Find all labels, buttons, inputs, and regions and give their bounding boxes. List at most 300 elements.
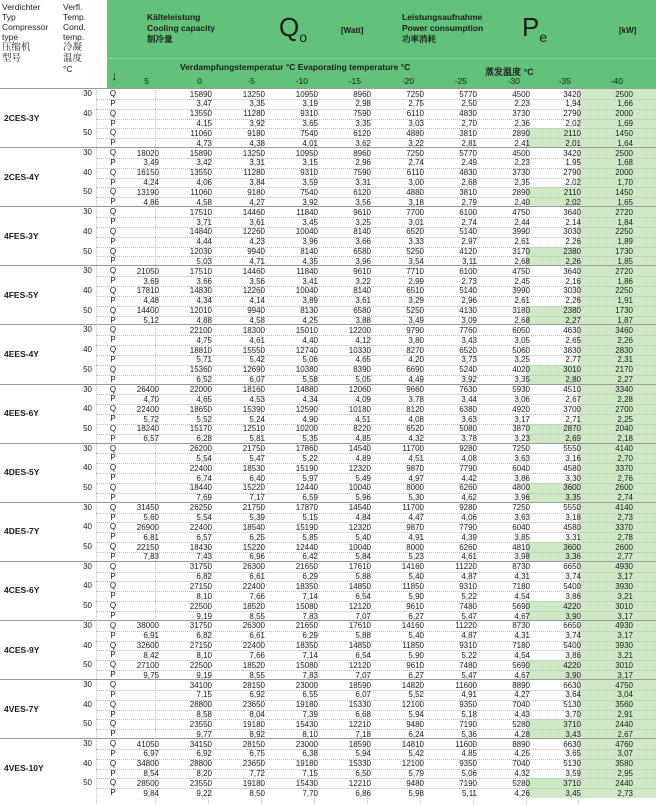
value-cell: 8960 — [353, 89, 371, 99]
value-cell: 10330 — [348, 345, 371, 355]
value-cell: 7180 — [512, 581, 530, 591]
value-cell: 15080 — [295, 660, 318, 670]
value-cell: 6,25 — [249, 532, 265, 542]
value-cell: 6,57 — [143, 434, 159, 444]
qp-indicator: Q — [109, 226, 117, 236]
cond-temp: 40 — [83, 699, 92, 709]
value-cell: 8730 — [512, 621, 530, 631]
qp-indicator: P — [110, 551, 116, 561]
value-cell: 3,17 — [617, 572, 633, 582]
cond-temp: 40 — [83, 108, 92, 118]
value-cell: 1450 — [615, 187, 633, 197]
value-cell: 18590 — [348, 739, 371, 749]
value-cell: 18530 — [242, 463, 265, 473]
value-cell: 2790 — [563, 109, 581, 119]
value-cell: 3,35 — [514, 375, 530, 385]
cond-temp: 30 — [83, 739, 92, 749]
cond-temp: 30 — [83, 620, 92, 630]
value-cell: 4,44 — [196, 237, 212, 247]
qp-indicator: Q — [109, 719, 117, 729]
qp-indicator: P — [110, 276, 116, 286]
value-cell: 8120 — [406, 404, 424, 414]
value-cell: 6,68 — [355, 710, 371, 720]
value-cell: 3,86 — [514, 473, 530, 483]
cond-temp: 50 — [83, 601, 92, 611]
qp-indicator: Q — [109, 404, 117, 414]
value-cell: 11840 — [296, 207, 318, 217]
value-cell: 5,03 — [196, 256, 212, 266]
value-cell: 5,90 — [408, 650, 424, 660]
value-cell: 5,54 — [196, 513, 212, 523]
value-cell: 4120 — [459, 247, 477, 257]
value-cell: 6,29 — [302, 631, 318, 641]
table-row — [0, 572, 656, 582]
value-cell: 2,78 — [617, 532, 633, 542]
value-cell: 4,24 — [143, 178, 159, 188]
cond-temp: 40 — [83, 522, 92, 532]
value-cell: 4580 — [563, 522, 581, 532]
value-cell: 9280 — [459, 503, 477, 513]
table-row — [0, 424, 656, 434]
value-cell: 14830 — [189, 286, 212, 296]
qp-indicator: Q — [109, 502, 117, 512]
qp-indicator: Q — [109, 561, 117, 571]
table-row — [0, 562, 656, 572]
qp-indicator: P — [110, 157, 116, 167]
value-cell: 14850 — [348, 581, 371, 591]
table-row — [0, 700, 656, 710]
value-cell: 3,96 — [302, 237, 318, 247]
value-cell: 2,76 — [617, 473, 633, 483]
qp-indicator: P — [110, 354, 116, 364]
table-row — [0, 749, 656, 759]
table-row — [0, 513, 656, 523]
qp-indicator: P — [110, 768, 116, 778]
value-cell: 22500 — [189, 660, 212, 670]
table-row — [0, 759, 656, 769]
value-cell: 1,86 — [617, 276, 633, 286]
value-cell: 4810 — [512, 542, 530, 552]
value-cell: 21650 — [295, 562, 318, 572]
value-cell: 13550 — [189, 168, 212, 178]
value-cell: 19180 — [242, 778, 265, 788]
value-cell: 3,98 — [514, 552, 530, 562]
value-cell: 12060 — [348, 385, 371, 394]
table-row — [0, 227, 656, 237]
value-cell: 38000 — [136, 621, 159, 631]
value-cell: 12260 — [242, 227, 265, 237]
value-cell: 3,17 — [617, 611, 633, 621]
qp-indicator: P — [110, 709, 116, 719]
value-cell: 15430 — [295, 719, 318, 729]
value-cell: 4,32 — [408, 434, 424, 444]
table-row — [0, 601, 656, 611]
value-cell: 2,71 — [565, 414, 581, 424]
value-cell: 3710 — [563, 778, 581, 788]
cond-temp-unit: °C — [63, 64, 73, 74]
model-name: 4CES-9Y — [4, 644, 40, 655]
value-cell: 3,70 — [565, 710, 581, 720]
value-cell: 6,59 — [302, 493, 318, 503]
cond-temp: 40 — [83, 345, 92, 355]
table-row — [0, 237, 656, 247]
value-cell: 17870 — [295, 503, 318, 513]
value-cell: 5,22 — [302, 453, 318, 463]
value-cell: 3,54 — [408, 256, 424, 266]
qp-indicator: P — [110, 315, 116, 325]
value-cell: 14810 — [401, 739, 424, 749]
value-cell: 7,83 — [302, 670, 318, 680]
value-cell: 31750 — [189, 621, 212, 631]
value-cell: 7,43 — [196, 552, 212, 562]
value-cell: 3,15 — [302, 158, 318, 168]
table-row — [0, 778, 656, 788]
qp-indicator: Q — [109, 443, 117, 453]
qp-indicator: P — [110, 217, 116, 227]
value-cell: 7,14 — [302, 591, 318, 601]
value-cell: 6520 — [459, 345, 477, 355]
value-cell: 3,36 — [565, 552, 581, 562]
table-row — [0, 306, 656, 316]
value-cell: 2,45 — [514, 276, 530, 286]
table-row — [0, 680, 656, 690]
value-cell: 11220 — [455, 562, 477, 572]
value-cell: 9610 — [353, 266, 371, 276]
cond-temp: 40 — [83, 758, 92, 768]
table-row — [0, 650, 656, 660]
value-cell: 3,16 — [565, 453, 581, 463]
value-cell: 4,12 — [355, 335, 371, 345]
value-cell: 3,61 — [355, 296, 371, 306]
value-cell: 3,07 — [617, 749, 633, 759]
value-cell: 3640 — [563, 266, 581, 276]
value-cell: 4,85 — [461, 749, 477, 759]
model-block — [0, 502, 656, 561]
power-consumption-cn: 功率消耗 — [402, 34, 437, 44]
value-cell: 15330 — [348, 700, 371, 710]
value-cell: 21750 — [242, 444, 265, 454]
value-cell: 9610 — [406, 601, 424, 611]
value-cell: 4,34 — [196, 296, 212, 306]
cond-temp: 50 — [83, 719, 92, 729]
value-cell: 8140 — [353, 227, 371, 237]
value-cell: 4,54 — [514, 591, 530, 601]
qp-indicator: Q — [109, 345, 117, 355]
value-cell: 34100 — [189, 680, 212, 690]
value-cell: 4500 — [512, 148, 530, 158]
value-cell: 1,64 — [617, 138, 633, 148]
value-cell: 4,27 — [249, 197, 265, 207]
value-cell: 18520 — [242, 601, 265, 611]
value-cell: 2,74 — [617, 493, 633, 503]
cooling-capacity-cn: 制冷量 — [147, 34, 173, 44]
value-cell: 2440 — [615, 778, 633, 788]
value-cell: 3,63 — [514, 513, 530, 523]
value-cell: 26250 — [189, 503, 212, 513]
value-cell: 7480 — [459, 660, 477, 670]
value-cell: 3,56 — [355, 197, 371, 207]
value-cell: 3,63 — [461, 414, 477, 424]
model-name: 4VES-7Y — [4, 703, 39, 714]
value-cell: 4220 — [563, 601, 581, 611]
value-cell: 10040 — [348, 542, 371, 552]
value-cell: 2,96 — [355, 158, 371, 168]
table-row — [0, 355, 656, 365]
table-row — [0, 148, 656, 158]
value-cell: 3,49 — [143, 158, 159, 168]
table-row — [0, 187, 656, 197]
value-cell: 7,83 — [302, 611, 318, 621]
value-cell: 6520 — [406, 424, 424, 434]
value-cell: 7590 — [353, 109, 371, 119]
value-cell: 4,38 — [249, 138, 265, 148]
value-cell: 7590 — [353, 168, 371, 178]
value-cell: 2,77 — [617, 552, 633, 562]
cond-temp-cn-2: 温度 — [63, 53, 83, 64]
value-cell: 7,69 — [196, 493, 212, 503]
value-cell: 4,89 — [355, 453, 371, 463]
value-cell: 9310 — [300, 109, 318, 119]
table-row — [0, 621, 656, 631]
value-cell: 3,25 — [514, 355, 530, 365]
model-block — [0, 679, 656, 738]
value-cell: 15330 — [348, 759, 371, 769]
value-cell: 18520 — [242, 660, 265, 670]
value-cell: 11060 — [190, 187, 212, 197]
value-cell: 8,42 — [143, 650, 159, 660]
value-cell: 6380 — [459, 404, 477, 414]
value-cell: 11850 — [402, 581, 424, 591]
value-cell: 8,92 — [249, 729, 265, 739]
value-cell: 5,52 — [196, 414, 212, 424]
value-cell: 3370 — [615, 463, 633, 473]
table-row — [0, 385, 656, 395]
table-row — [0, 542, 656, 552]
table-row — [0, 739, 656, 749]
evap-temp-col: -30 — [507, 76, 520, 86]
value-cell: 7,18 — [355, 729, 371, 739]
value-cell: 8,20 — [196, 769, 212, 779]
value-cell: 3,45 — [302, 217, 318, 227]
qp-indicator: P — [110, 138, 116, 148]
value-cell: 15390 — [242, 404, 265, 414]
value-cell: 14820 — [401, 680, 424, 690]
green-header-band — [107, 0, 656, 88]
value-cell: 3,41 — [302, 276, 318, 286]
value-cell: 1,89 — [617, 237, 633, 247]
value-cell: 3710 — [563, 719, 581, 729]
qp-indicator: Q — [109, 778, 117, 788]
table-row — [0, 690, 656, 700]
value-cell: 2,95 — [617, 769, 633, 779]
value-cell: 3,61 — [249, 217, 265, 227]
value-cell: 7040 — [512, 759, 530, 769]
cooling-capacity-de: Kälteleistung — [147, 12, 201, 22]
value-cell: 5,71 — [196, 355, 212, 365]
value-cell: 2,26 — [565, 256, 581, 266]
value-cell: 9,84 — [143, 788, 159, 798]
cond-temp-de-2: Temp. — [63, 12, 87, 22]
qp-indicator: Q — [109, 423, 117, 433]
value-cell: 12740 — [295, 345, 318, 355]
value-cell: 11700 — [402, 444, 424, 454]
value-cell: 22400 — [136, 404, 159, 414]
value-cell: 5,72 — [143, 414, 159, 424]
qp-indicator: Q — [109, 128, 117, 138]
value-cell: 10380 — [295, 365, 318, 375]
value-cell: 3930 — [615, 581, 633, 591]
value-cell: 2,18 — [617, 434, 633, 444]
value-cell: 12120 — [348, 660, 371, 670]
cond-temp: 50 — [83, 482, 92, 492]
value-cell: 12440 — [295, 542, 318, 552]
qp-indicator: Q — [109, 463, 117, 473]
value-cell: 3,43 — [461, 335, 477, 345]
value-cell: 3180 — [512, 306, 530, 316]
value-cell: 3990 — [512, 286, 530, 296]
cond-temp-header — [63, 2, 103, 74]
value-cell: 3,92 — [461, 375, 477, 385]
value-cell: 4,67 — [514, 670, 530, 680]
value-cell: 4510 — [563, 385, 581, 394]
value-cell: 2720 — [615, 207, 633, 217]
value-cell: 7250 — [512, 503, 530, 513]
value-cell: 3,18 — [408, 197, 424, 207]
value-cell: 2040 — [615, 424, 633, 434]
cond-temp: 50 — [83, 246, 92, 256]
value-cell: 2,68 — [461, 178, 477, 188]
value-cell: 7,07 — [355, 670, 371, 680]
table-row — [0, 158, 656, 168]
value-cell: 3,96 — [355, 256, 371, 266]
value-cell: 5,52 — [408, 690, 424, 700]
value-cell: 6,07 — [249, 375, 265, 385]
value-cell: 6,29 — [302, 572, 318, 582]
value-cell: 2500 — [615, 148, 633, 158]
evap-temp-label: Verdampfungstemperatur °C Evaporating temperature °C — [180, 62, 411, 72]
value-cell: 18300 — [242, 325, 265, 335]
model-block — [0, 738, 656, 797]
value-cell: 17510 — [189, 207, 212, 217]
value-cell: 2,44 — [514, 217, 530, 227]
value-cell: 10950 — [295, 89, 318, 99]
evap-temp-col: 0 — [197, 76, 202, 86]
value-cell: 8890 — [512, 739, 530, 749]
qp-indicator: P — [110, 335, 116, 345]
value-cell: 22500 — [189, 601, 212, 611]
value-cell: 6,42 — [302, 552, 318, 562]
value-cell: 12100 — [401, 700, 424, 710]
value-cell: 3,43 — [565, 729, 581, 739]
value-cell: 19180 — [295, 700, 318, 710]
value-cell: 9,19 — [196, 611, 212, 621]
value-cell: 5550 — [563, 444, 581, 454]
value-cell: 6,61 — [249, 631, 265, 641]
value-cell: 7,66 — [249, 650, 265, 660]
value-cell: 14460 — [242, 266, 265, 276]
table-row — [0, 99, 656, 109]
value-cell: 2,81 — [461, 138, 477, 148]
value-cell: 4,86 — [143, 197, 159, 207]
value-cell: 11600 — [455, 739, 477, 749]
value-cell: 8,55 — [249, 611, 265, 621]
value-cell: 9310 — [300, 168, 318, 178]
qp-indicator: Q — [109, 601, 117, 611]
value-cell: 6120 — [353, 187, 371, 197]
value-cell: 3,65 — [302, 119, 318, 129]
table-row — [0, 335, 656, 345]
value-cell: 2,27 — [617, 375, 633, 385]
value-cell: 3,04 — [617, 690, 633, 700]
value-cell: 7190 — [459, 778, 477, 788]
qp-indicator: P — [110, 630, 116, 640]
value-cell: 17860 — [295, 444, 318, 454]
value-cell: 6,75 — [249, 749, 265, 759]
value-cell: 10040 — [348, 483, 371, 493]
qp-indicator: Q — [109, 660, 117, 670]
value-cell: 3010 — [563, 365, 581, 375]
value-cell: 4,42 — [461, 473, 477, 483]
value-cell: 3,66 — [355, 237, 371, 247]
qp-indicator: P — [110, 689, 116, 699]
value-cell: 2,65 — [565, 335, 581, 345]
value-cell: 4580 — [563, 463, 581, 473]
value-cell: 6,52 — [196, 375, 212, 385]
table-row — [0, 532, 656, 542]
qp-indicator: P — [110, 433, 116, 443]
table-row — [0, 109, 656, 119]
value-cell: 4,20 — [408, 355, 424, 365]
value-cell: 11280 — [243, 109, 265, 119]
qp-indicator: Q — [109, 482, 117, 492]
value-cell: 5,12 — [143, 316, 159, 326]
value-cell: 5,79 — [408, 769, 424, 779]
value-cell: 5,42 — [408, 749, 424, 759]
value-cell: 3,66 — [196, 276, 212, 286]
value-cell: 4830 — [459, 109, 477, 119]
value-cell: 5,15 — [302, 513, 318, 523]
value-cell: 3340 — [615, 385, 633, 394]
cond-temp-de-1: Verfl. — [63, 2, 83, 12]
value-cell: 3,44 — [461, 394, 477, 404]
value-cell: 26200 — [189, 444, 212, 454]
value-cell: 27100 — [136, 660, 159, 670]
value-cell: 4880 — [406, 128, 424, 138]
value-cell: 2700 — [615, 404, 633, 414]
value-cell: 12200 — [348, 325, 371, 335]
value-cell: 8,58 — [196, 710, 212, 720]
table-row — [0, 453, 656, 463]
value-cell: 5690 — [512, 601, 530, 611]
qp-indicator: Q — [109, 739, 117, 749]
value-cell: 6100 — [459, 266, 477, 276]
table-row — [0, 345, 656, 355]
cooling-capacity-symbol: $Q_o$ — [279, 12, 308, 46]
value-cell: 4880 — [406, 187, 424, 197]
value-cell: 4,58 — [249, 316, 265, 326]
value-cell: 3730 — [512, 109, 530, 119]
value-cell: 3560 — [615, 700, 633, 710]
table-row — [0, 414, 656, 424]
value-cell: 3460 — [615, 325, 633, 335]
value-cell: 12690 — [242, 365, 265, 375]
value-cell: 28500 — [136, 778, 159, 788]
value-cell: 2000 — [615, 168, 633, 178]
value-cell: 3,31 — [355, 178, 371, 188]
value-cell: 22000 — [189, 385, 212, 394]
value-cell: 5,54 — [196, 453, 212, 463]
value-cell: 5,05 — [355, 375, 371, 385]
